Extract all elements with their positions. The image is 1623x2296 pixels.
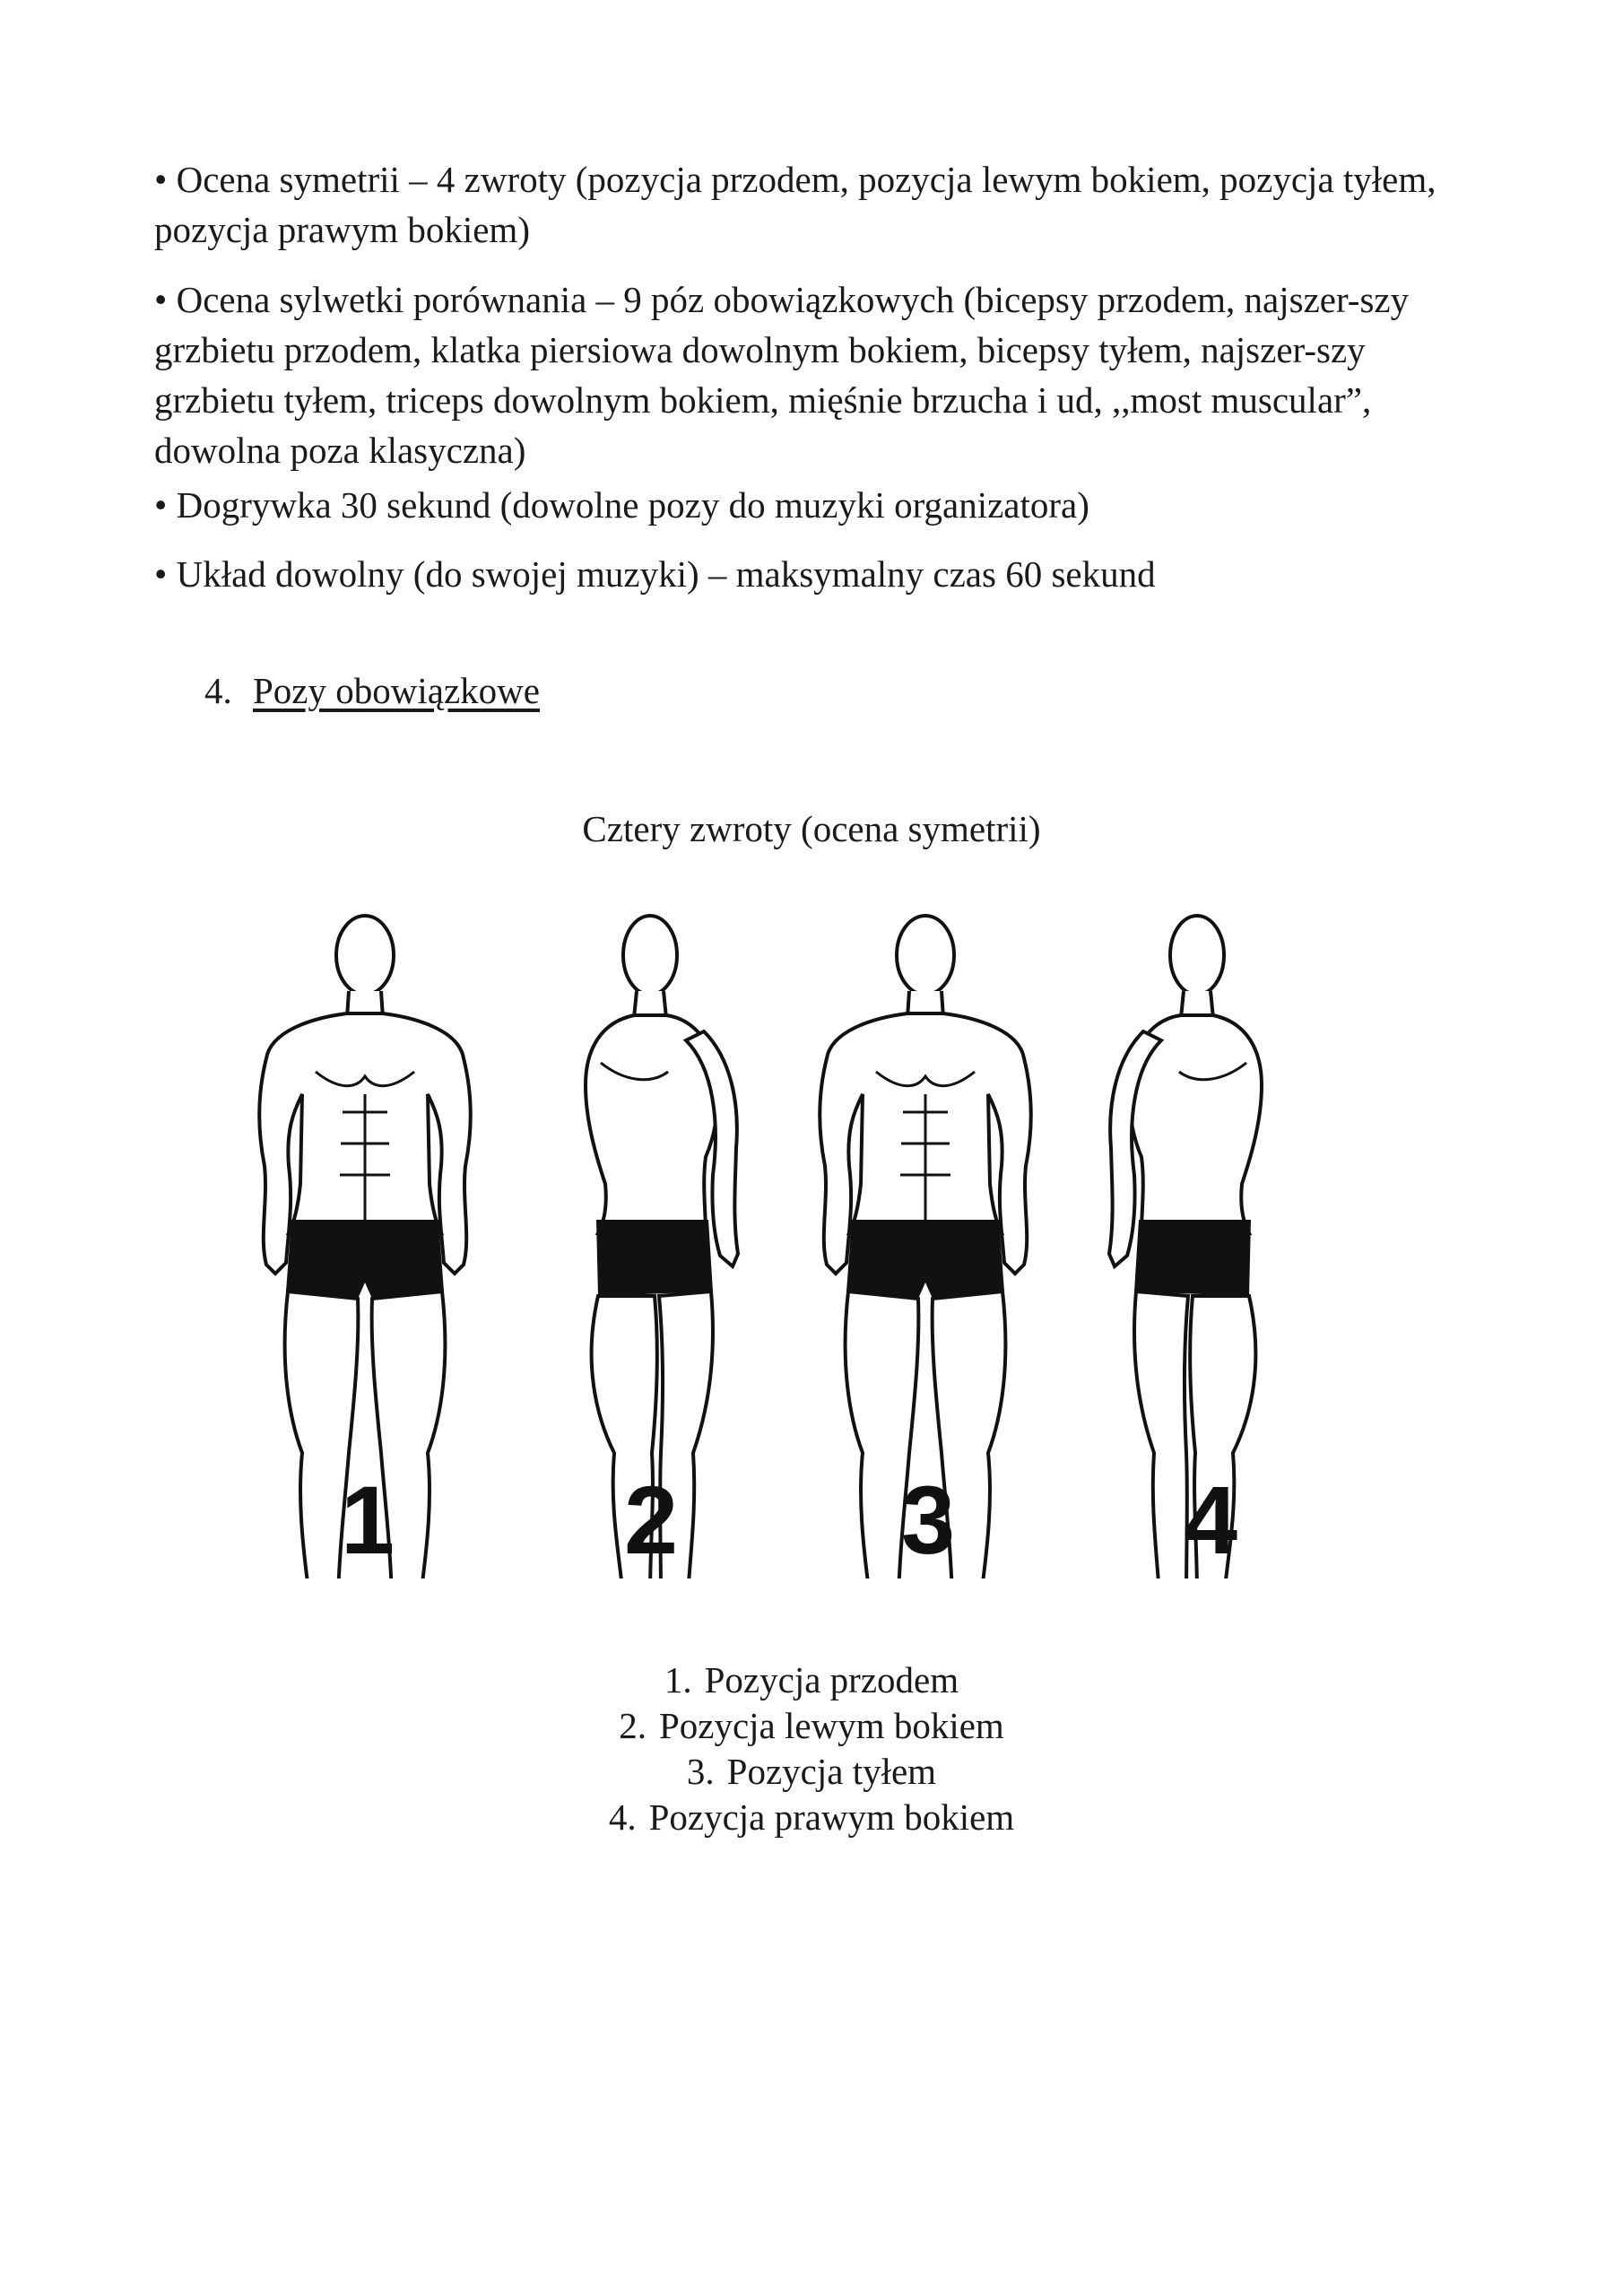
list-item — [0, 1795, 1623, 1840]
figure-label-4: 4 — [1183, 1465, 1238, 1574]
list-item-number: 4. — [608, 1796, 637, 1838]
section-number: 4. — [204, 670, 232, 711]
list-item-label: Pozycja prawym bokiem — [648, 1796, 1015, 1838]
list-item-label: Pozycja tyłem — [726, 1751, 937, 1792]
symmetry-turns-figure — [152, 879, 1453, 1578]
list-item-number: 1. — [664, 1659, 692, 1700]
bullet-posedown: • Dogrywka 30 sekund (dowolne pozy do muzyki organizatora) — [154, 480, 1481, 530]
list-item-label: Pozycja przodem — [704, 1659, 959, 1700]
figure-label-2: 2 — [623, 1465, 679, 1574]
list-item — [0, 1657, 1623, 1703]
figure-label-3: 3 — [900, 1465, 956, 1574]
list-item — [0, 1703, 1623, 1749]
bullet-free-routine: • Układ dowolny (do swojej muzyki) – maksymalny czas 60 sekund — [154, 549, 1481, 599]
bullet-symmetry: • Ocena symetrii – 4 zwroty (pozycja przodem, pozycja lewym bokiem, pozycja tyłem, pozycja prawym bokiem) — [154, 154, 1481, 255]
list-item-number: 2. — [619, 1705, 647, 1746]
list-item-number: 3. — [686, 1751, 715, 1792]
list-item-label: Pozycja lewym bokiem — [658, 1705, 1004, 1746]
pose-list — [0, 1657, 1623, 1840]
list-item — [0, 1749, 1623, 1795]
bullet-comparison: • Ocena sylwetki porównania – 9 póz obowiązkowych (bicepsy przodem, najszer-szy grzbietu przodem, klatka piersiowa dowolnym bokiem, bicepsy tyłem, najszer-szy grzbietu tyłem, triceps dowolnym bokiem, mięśnie brzucha i ud, ,,most muscular”, dowolna poza klasyczna) — [154, 274, 1481, 475]
section-title: Pozy obowiązkowe — [253, 670, 540, 711]
section-heading — [204, 665, 540, 716]
figure-label-1: 1 — [340, 1465, 395, 1574]
figure-caption: Cztery zwroty (ocena symetrii) — [582, 808, 1041, 849]
